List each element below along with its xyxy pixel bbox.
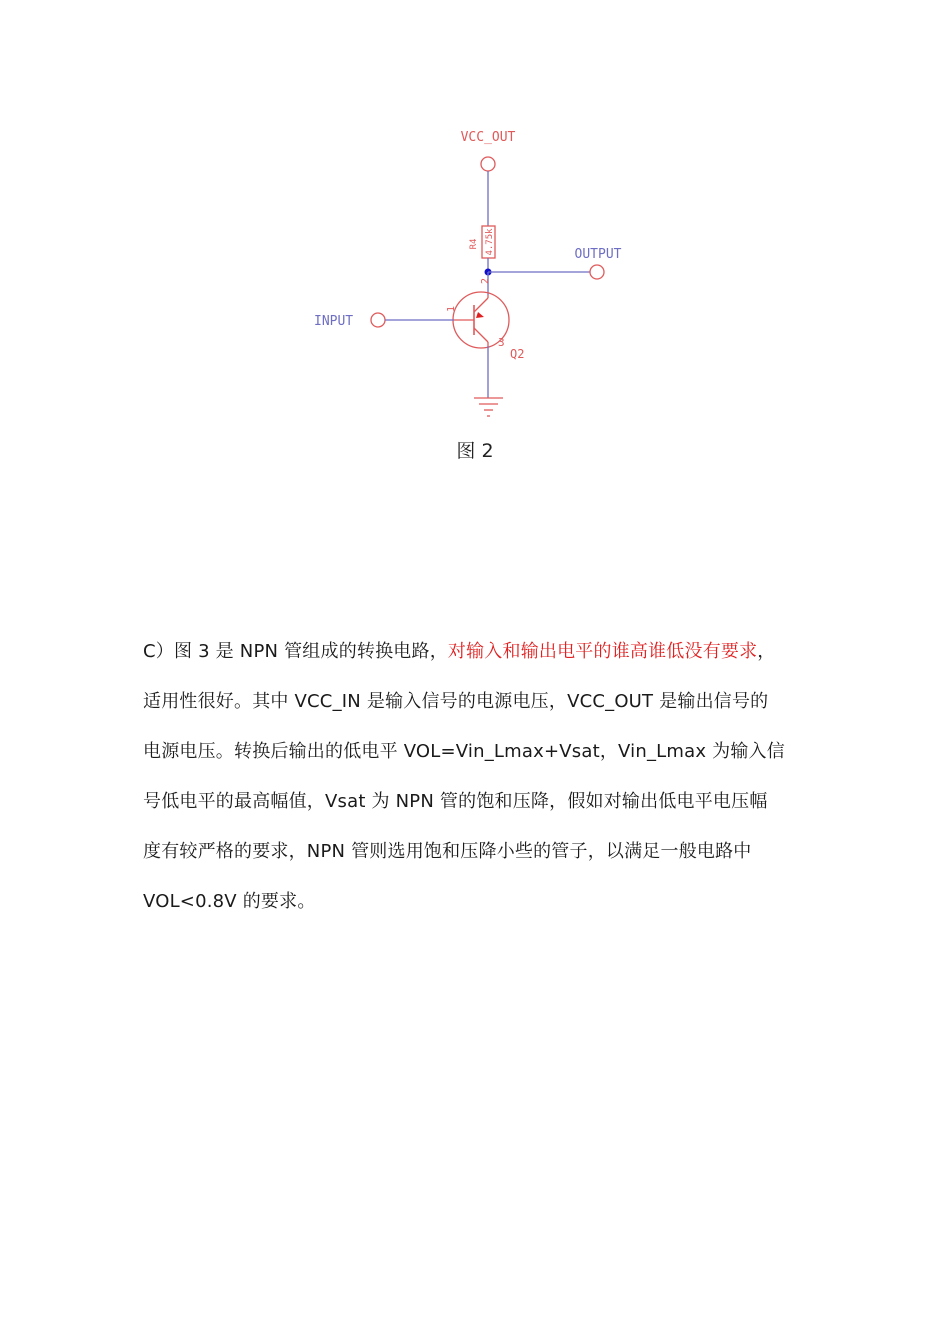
paragraph-line-6: VOL<0.8V 的要求。 — [143, 891, 316, 912]
transistor-ref-label: Q2 — [510, 347, 525, 361]
body-paragraph — [143, 627, 803, 927]
pin-collector-label: 2 — [480, 277, 491, 284]
highlighted-text: 对输入和输出电平的谁高谁低没有要求 — [447, 641, 758, 662]
paragraph-line-4: 号低电平的最高幅值，Vsat 为 NPN 管的饱和压降，假如对输出低电平电压幅 — [143, 791, 768, 812]
paragraph-line-1 — [143, 627, 803, 677]
ground-icon — [474, 398, 503, 416]
output-label: OUTPUT — [574, 247, 622, 262]
output-terminal — [590, 265, 604, 279]
vcc-out-label: VCC_OUT — [460, 130, 516, 145]
paragraph-line-2: 适用性很好。其中 VCC_IN 是输入信号的电源电压，VCC_OUT 是输出信号的 — [143, 691, 769, 712]
figure-caption: 图 2 — [456, 440, 494, 462]
input-terminal — [371, 313, 385, 327]
emitter-arrow-icon — [476, 312, 484, 318]
resistor-ref-label: R4 — [469, 238, 479, 250]
line1-text: C）图 3 是 NPN 管组成的转换电路， — [143, 641, 448, 662]
pin-base-label: 1 — [446, 305, 457, 312]
vcc-out-terminal — [481, 157, 495, 171]
input-label: INPUT — [314, 314, 354, 329]
circuit-schematic — [0, 0, 950, 470]
line1-tail: ， — [757, 641, 776, 662]
resistor-value-label: 4.75k — [485, 228, 495, 256]
paragraph-line-3: 电源电压。转换后输出的低电平 VOL=Vin_Lmax+Vsat，Vin_Lmax 为输入信 — [143, 741, 785, 762]
paragraph-line-5: 度有较严格的要求，NPN 管则选用饱和压降小些的管子，以满足一般电路中 — [143, 841, 752, 862]
pin-emitter-label: 3 — [498, 336, 505, 349]
